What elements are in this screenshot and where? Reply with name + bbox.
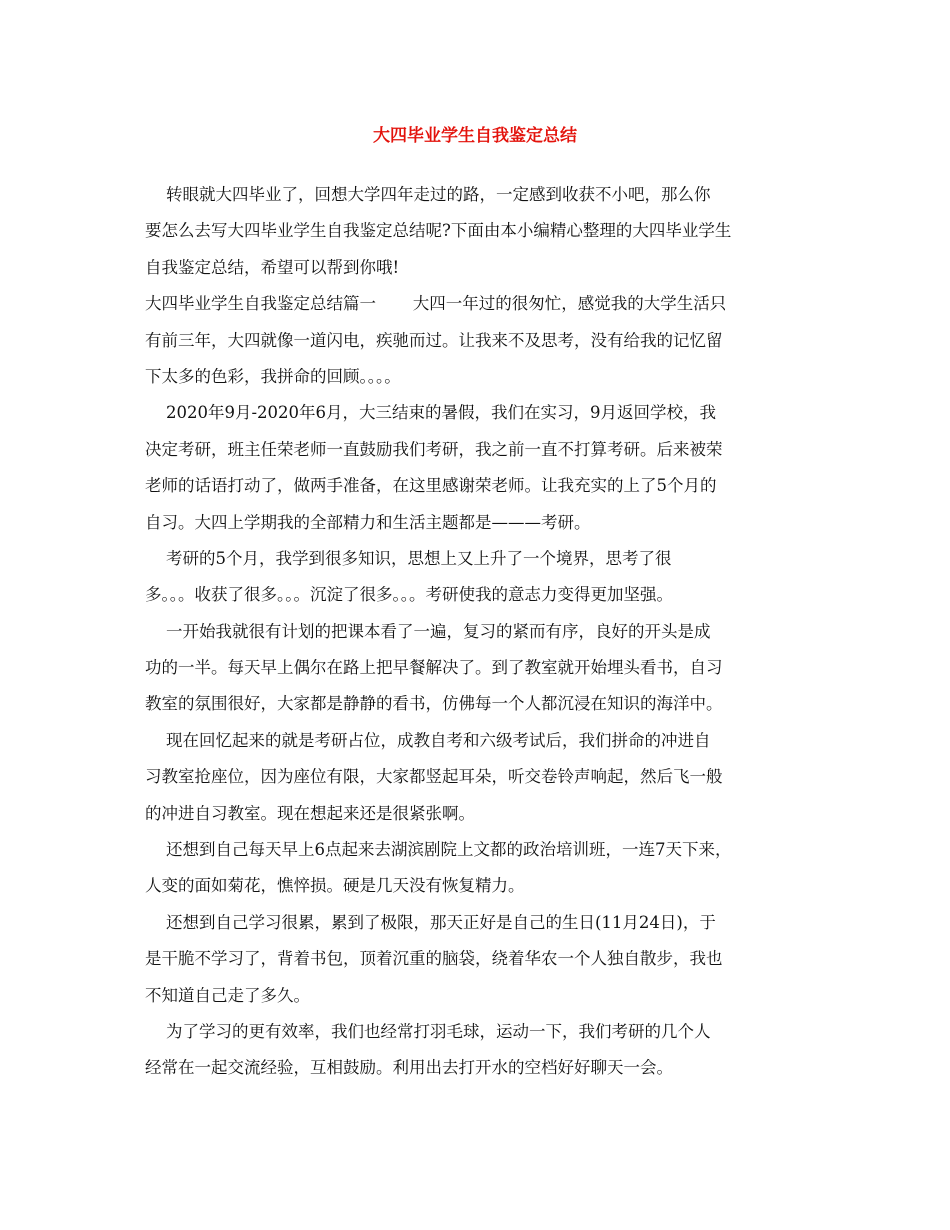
text-line: 一开始我就很有计划的把课本看了一遍，复习的紧而有序，良好的开头是成 [145,621,711,641]
text-line: 考研的5个月，我学到很多知识，思想上又上升了一个境界，思考了很 [145,548,672,568]
text-line: 人变的面如菊花，憔悴损。硬是几天没有恢复精力。 [145,876,525,896]
text-line: 老师的话语打动了，做两手准备，在这里感谢荣老师。让我充实的上了5个月的 [145,476,717,496]
text-line: 现在回忆起来的就是考研占位，成教自考和六级考试后，我们拼命的冲进自 [145,730,711,750]
document-body [145,183,825,1093]
text-line: 的冲进自习教室。现在想起来还是很紧张啊。 [145,803,475,823]
text-line: 大四毕业学生自我鉴定总结篇一 大四一年过的很匆忙，感觉我的大学生活只 [145,294,727,314]
text-line: 下太多的色彩，我拼命的回顾。。。。 [145,366,401,386]
text-line: 为了学习的更有效率，我们也经常打羽毛球，运动一下，我们考研的几个人 [145,1021,711,1041]
text-line: 功的一半。每天早上偶尔在路上把早餐解决了。到了教室就开始埋头看书，自习 [145,658,723,678]
text-line: 还想到自己学习很累，累到了极限，那天正好是自己的生日(11月24日)，于 [145,912,716,932]
text-line: 教室的氛围很好，大家都是静静的看书，仿佛每一个人都沉浸在知识的海洋中。 [145,694,723,714]
text-line: 还想到自己每天早上6点起来去湖滨剧院上文都的政治培训班，一连7天下来， [145,840,732,860]
text-line: 是干脆不学习了，背着书包，顶着沉重的脑袋，绕着华农一个人独自散步，我也 [145,949,723,969]
text-line: 决定考研，班主任荣老师一直鼓励我们考研，我之前一直不打算考研。后来被荣 [145,439,723,459]
text-line: 转眼就大四毕业了，回想大学四年走过的路，一定感到收获不小吧，那么你 [145,185,711,204]
text-line: 自习。大四上学期我的全部精力和生活主题都是———考研。 [145,512,591,532]
document-title: 大四毕业学生自我鉴定总结 [373,126,577,146]
text-line: 2020年9月-2020年6月，大三结束的暑假，我们在实习，9月返回学校，我 [145,403,717,423]
text-line: 自我鉴定总结，希望可以帮到你哦! [145,257,400,277]
text-line: 有前三年，大四就像一道闪电，疾驰而过。让我来不及思考，没有给我的记忆留 [145,330,723,350]
text-line: 要怎么去写大四毕业学生自我鉴定总结呢?下面由本小编精心整理的大四毕业学生 [145,221,732,241]
text-line: 经常在一起交流经验，互相鼓励。利用出去打开水的空档好好聊天一会。 [145,1058,673,1078]
text-line: 习教室抢座位，因为座位有限，大家都竖起耳朵，听交卷铃声响起，然后飞一般 [145,767,723,787]
text-line: 多。。。收获了很多。。。沉淀了很多。。。考研使我的意志力变得更加坚强。 [145,585,673,605]
text-line: 不知道自己走了多久。 [145,985,310,1005]
